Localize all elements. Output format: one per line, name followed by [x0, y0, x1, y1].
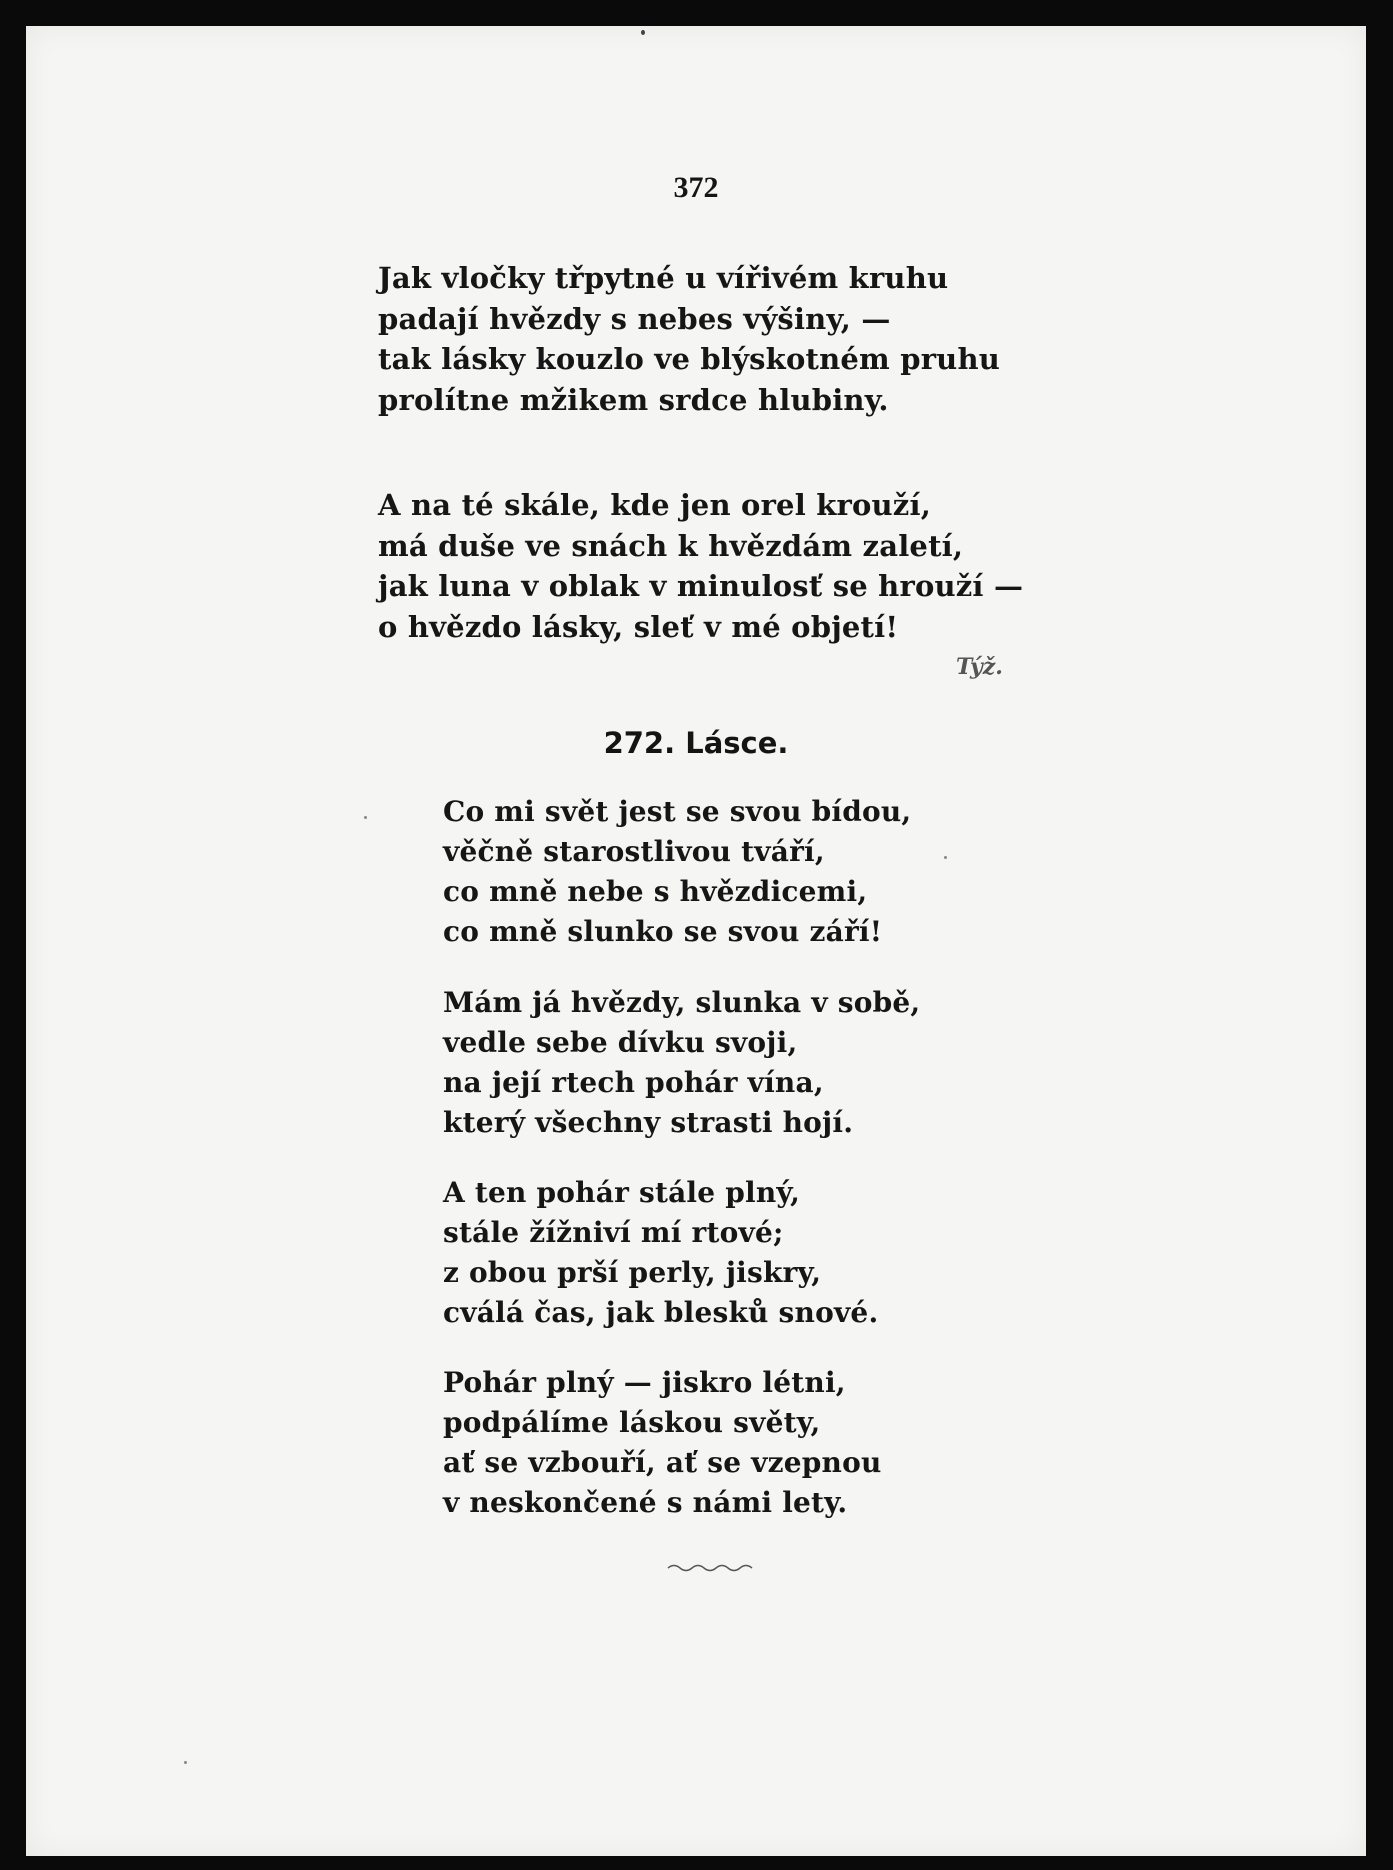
verse-line: který všechny strasti hojí. [443, 1106, 854, 1139]
verse-line: na její rtech pohár vína, [443, 1066, 824, 1099]
paper-speck [364, 816, 367, 819]
verse-line: Co mi svět jest se svou bídou, [443, 795, 912, 828]
verse-line: Jak vločky třpytné u vířivém kruhu [378, 261, 949, 295]
verse-line: prolítne mžikem srdce hlubiny. [378, 382, 889, 417]
verse-line: tak lásky kouzlo ve blýskotném pruhu [378, 342, 1001, 376]
verse-line: v neskončené s námi lety. [443, 1486, 848, 1519]
verse-line: má duše ve snách k hvězdám zaletí, [378, 528, 964, 563]
verse-line: co mně slunko se svou září! [443, 915, 883, 948]
verse-line: Pohár plný — jiskro létni, [443, 1366, 846, 1399]
paper-speck [641, 30, 645, 35]
verse-line: stále žížniví mí rtové; [443, 1216, 784, 1249]
verse-line: Mám já hvězdy, slunka v sobě, [443, 986, 921, 1019]
book-page [26, 26, 1366, 1856]
poem-heading: 272. Lásce. [603, 726, 789, 760]
verse-line: podpálíme láskou světy, [443, 1406, 821, 1439]
verse-line: padají hvězdy s nebes výšiny, — [378, 301, 891, 336]
verse-line: věčně starostlivou tváří, [443, 835, 825, 868]
author-attribution: Týž. [956, 654, 1003, 680]
verse-line: jak luna v oblak v minulosť se hrouží — [378, 569, 1024, 603]
stanza [443, 983, 920, 1143]
verse-line: co mně nebe s hvězdicemi, [443, 875, 868, 908]
verse-line: z obou prší perly, jiskry, [443, 1256, 822, 1289]
page-number: 372 [673, 171, 719, 204]
verse-line: cválá čas, jak blesků snové. [443, 1296, 879, 1329]
stanza [443, 1363, 882, 1523]
stanza [443, 1173, 878, 1333]
verse-line: ať se vzbouří, ať se vzepnou [443, 1446, 882, 1479]
verse-line: o hvězdo lásky, sleť v mé objetí! [378, 609, 899, 644]
stanza [443, 792, 911, 952]
stanza [378, 485, 1023, 647]
end-ornament-icon [666, 1562, 758, 1572]
verse-line: A na té skále, kde jen orel krouží, [378, 488, 931, 522]
paper-speck [944, 856, 947, 859]
verse-line: vedle sebe dívku svoji, [443, 1026, 798, 1059]
stanza [378, 258, 1000, 420]
paper-speck [184, 1761, 187, 1764]
verse-line: A ten pohár stále plný, [443, 1176, 801, 1209]
